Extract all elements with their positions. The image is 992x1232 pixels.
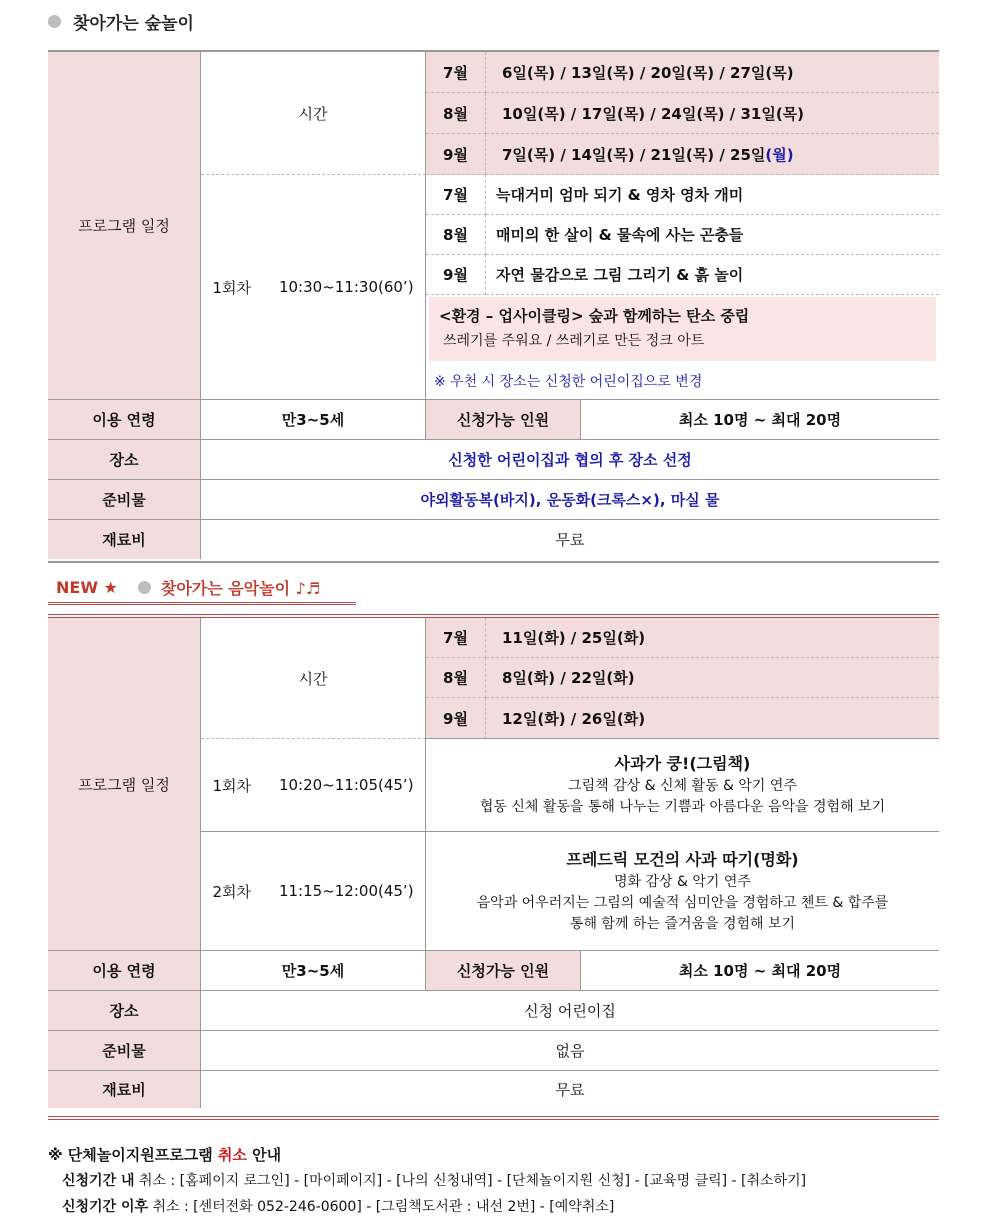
- env-title: <환경 – 업사이클링> 숲과 함께하는 탄소 중립: [439, 307, 750, 325]
- month-cell: 7월: [426, 618, 486, 658]
- schedule-label: 프로그램 일정: [48, 618, 201, 951]
- bullet-circle-icon: [138, 581, 151, 594]
- topic-cell: 자연 물감으로 그림 그리기 & 흙 놀이: [486, 255, 939, 295]
- age-label: 이용 연령: [48, 400, 201, 440]
- age-value: 만3~5세: [201, 400, 426, 440]
- place-label: 장소: [48, 991, 201, 1031]
- age-label: 이용 연령: [48, 951, 201, 991]
- dates-cell: 12일(화) / 26일(화): [486, 698, 939, 739]
- dates-cell: 10일(목) / 17일(목) / 24일(목) / 31일(목): [486, 93, 939, 134]
- capacity-label: 신청가능 인원: [426, 400, 581, 440]
- place-value: 신청한 어린이집과 협의 후 장소 선정: [201, 440, 939, 480]
- place-value: 신청 어린이집: [201, 991, 939, 1031]
- dates-cell: 11일(화) / 25일(화): [486, 618, 939, 658]
- topic-cell: 매미의 한 살이 & 물속에 사는 곤충들: [486, 215, 939, 255]
- session2-cell: 2회차 11:15~12:00(45’): [201, 832, 426, 951]
- fee-label: 재료비: [48, 1071, 201, 1108]
- section1-title: 찾아가는 숲놀이: [48, 9, 194, 34]
- prep-label: 준비물: [48, 480, 201, 520]
- cancel-line-after-period: 신청기간 이후 취소 : [센터전화 052-246-0600] - [그림책도서관 : 내선 2번] - [예약취소]: [62, 1199, 615, 1215]
- prep-value: 없음: [201, 1031, 939, 1071]
- capacity-label: 신청가능 인원: [426, 951, 581, 991]
- time-label: 시간: [201, 618, 426, 739]
- session1-cell: 1회차 10:20~11:05(45’): [201, 739, 426, 832]
- dates-cell: 7일(목) / 14일(목) / 21일(목) / 25일 (월): [486, 134, 939, 175]
- time-label: 시간: [201, 52, 426, 175]
- session1-desc: 사과가 쿵!(그림책) 그림책 감상 & 신체 활동 & 악기 연주 협동 신체 활동을 통해 나누는 기쁨과 아름다운 음악을 경험해 보기: [426, 739, 939, 832]
- month-cell: 9월: [426, 255, 486, 295]
- cancel-line-within-period: 신청기간 내 취소 : [홈페이지 로그인] - [마이페이지] - [나의 신청내역] - [단체놀이지원 신청] - [교육명 클릭] - [취소하기]: [62, 1173, 807, 1189]
- section2-title: NEW ★ 찾아가는 음악놀이 ♪♬: [48, 572, 356, 605]
- env-box: [429, 297, 936, 361]
- prep-value: 야외활동복(바지), 운동화(크록스×), 마실 물: [201, 480, 939, 520]
- month-cell: 8월: [426, 658, 486, 698]
- topic-cell: 늑대거미 엄마 되기 & 영차 영차 개미: [486, 175, 939, 215]
- place-label: 장소: [48, 440, 201, 480]
- dates-cell: 6일(목) / 13일(목) / 20일(목) / 27일(목): [486, 52, 939, 93]
- cancel-guide: [48, 1142, 806, 1220]
- rain-note: ※ 우천 시 장소는 신청한 어린이집으로 변경: [426, 363, 939, 400]
- prep-label: 준비물: [48, 1031, 201, 1071]
- new-badge: NEW ★: [56, 577, 118, 597]
- month-cell: 8월: [426, 93, 486, 134]
- forest-program-table: [48, 50, 939, 563]
- fee-value: 무료: [555, 531, 585, 549]
- fee-value: 무료: [555, 1081, 585, 1099]
- capacity-value: 최소 10명 ~ 최대 20명: [581, 951, 939, 991]
- month-cell: 9월: [426, 698, 486, 739]
- capacity-value: 최소 10명 ~ 최대 20명: [581, 400, 939, 440]
- env-sub: 쓰레기를 주워요 / 쓰레기로 만든 정크 아트: [443, 333, 705, 349]
- dates-cell: 8일(화) / 22일(화): [486, 658, 939, 698]
- session-cell: 1회차 10:30~11:30(60’): [201, 175, 426, 400]
- session2-desc: 프레드릭 모건의 사과 따기(명화) 명화 감상 & 악기 연주 음악과 어우러지는 그림의 예술적 심미안을 경험하고 첸트 & 합주를 통해 함께 하는 즐거움을 경험해 보기: [426, 832, 939, 951]
- month-cell: 9월: [426, 134, 486, 175]
- month-cell: 8월: [426, 215, 486, 255]
- bullet-circle-icon: [48, 15, 61, 28]
- month-cell: 7월: [426, 175, 486, 215]
- month-cell: 7월: [426, 52, 486, 93]
- cancel-guide-heading: ※ 단체놀이지원프로그램 취소 안내: [48, 1146, 282, 1164]
- music-program-table: [48, 614, 939, 1120]
- age-value: 만3~5세: [201, 951, 426, 991]
- fee-label: 재료비: [48, 520, 201, 559]
- schedule-label: 프로그램 일정: [48, 52, 201, 400]
